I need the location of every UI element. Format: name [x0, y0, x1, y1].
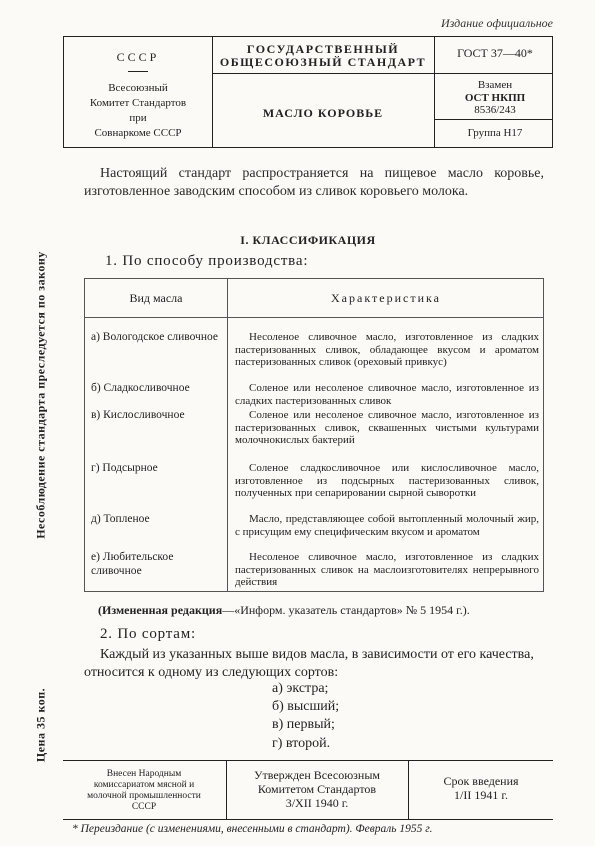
classification-table: [84, 278, 544, 592]
approved-by: [227, 769, 407, 810]
introduced-line: Внесен Народным: [106, 769, 182, 779]
country-label: СССР: [116, 50, 160, 64]
introduced-line: СССР: [131, 801, 157, 812]
committee-name: [64, 81, 212, 140]
approved-line: Комитетом Стандартов: [257, 781, 377, 796]
grade-item: в) первый;: [272, 717, 335, 733]
standard-code: ГОСТ 37—40*: [457, 46, 533, 60]
table-row-desc: Соленое или несоленое сливочное масло, изготовленное из сладких пастеризованных сливок: [235, 382, 539, 407]
table-row-name: б) Сладкосливочное: [91, 382, 190, 394]
replaces-line: Взамен: [477, 79, 513, 91]
approved-line: Утвержден Всесоюзным: [253, 768, 381, 782]
footer-table: [63, 760, 553, 820]
edition-label: Издание официальное: [440, 16, 553, 30]
table-row-desc: Несоленое сливочное масло, изготовленное из сладких пастеризованных сливок на маслоизготовителях непрерывного действия: [235, 551, 539, 589]
table-row-name: а) Вологодское сливочное: [91, 331, 218, 343]
grade-item: б) высший;: [272, 699, 340, 715]
country-underline: [128, 71, 148, 72]
reprint-note: * Переиздание (с изменениями, внесенными в стандарт). Февраль 1955 г.: [72, 823, 433, 835]
section-heading: I. КЛАССИФИКАЦИЯ: [240, 233, 376, 247]
header-divider: [434, 119, 552, 120]
amendment-source: —«Информ. указатель стандартов» № 5 1954 г.).: [222, 603, 470, 617]
replaces-line: ОСТ НКПП: [464, 91, 526, 104]
subsection-heading: 2. По сортам:: [100, 626, 196, 642]
table-divider: [227, 279, 228, 591]
effective-date: [409, 775, 553, 803]
standard-type: [213, 43, 433, 69]
approved-line: 3/XII 1940 г.: [285, 795, 349, 810]
grade-item: г) второй.: [272, 735, 331, 751]
price-label: Цена 35 коп.: [33, 687, 48, 763]
committee-line: при: [129, 111, 147, 124]
grades-paragraph: Каждый из указанных выше видов масла, в зависимости от его качества, относится к одному из следующих сортов:: [84, 647, 534, 680]
table-row-desc: Соленое или несоленое сливочное масло, изготовленное из пастеризованных сливок, сквашенных чистыми культурами молочнокислых бактерий: [235, 409, 539, 447]
effective-line: Срок введения: [443, 774, 519, 788]
grade-item: а) экстра;: [272, 681, 329, 696]
column-header: Вид масла: [129, 291, 183, 305]
column-header: Характеристика: [331, 291, 441, 305]
table-row-name: е) Любительское сливочное: [91, 551, 174, 577]
standard-type-line: ГОСУДАРСТВЕННЫЙ: [246, 42, 400, 56]
header-divider: [434, 37, 435, 147]
document-title: МАСЛО КОРОВЬЕ: [262, 106, 384, 120]
table-row-name: в) Кислосливочное: [91, 409, 185, 421]
effective-line: 1/II 1941 г.: [454, 787, 508, 802]
table-row-desc: Несоленое сливочное масло, изготовленное из сладких пастеризованных сливок, обладающее вкусом и ароматом пастеризованных сливок (ореховый привкус): [235, 331, 539, 369]
header-divider: [434, 73, 552, 74]
header-table: [63, 36, 553, 148]
replaces-line: 8536/243: [474, 104, 516, 117]
table-divider: [85, 317, 543, 318]
amendment-label: (Измененная редакция: [98, 603, 223, 617]
introduced-line: комиссариатом мясной и: [93, 779, 195, 790]
committee-line: Комитет Стандартов: [89, 96, 187, 109]
intro-paragraph: Настоящий стандарт распространяется на пищевое масло коровье, изготовленное заводским способом из сливок коровьего молока.: [84, 166, 544, 200]
committee-line: Совнаркоме СССР: [94, 126, 182, 139]
table-row-desc: Соленое сладкосливочное или кислосливочное масло, изготовленное из подсырных пастеризованных сливок, полученных при сепарировании сырной сыворотки: [235, 462, 539, 500]
table-row-name: г) Подсырное: [91, 462, 158, 474]
table-row-name: д) Топленое: [91, 513, 150, 525]
legal-warning: Несоблюдение стандарта преследуется по закону: [33, 251, 48, 539]
amendment-note: [98, 603, 470, 618]
group-label: Группа Н17: [467, 127, 523, 139]
standard-type-line: ОБЩЕСОЮЗНЫЙ СТАНДАРТ: [219, 55, 427, 70]
header-divider: [212, 73, 434, 74]
replaces-note: [436, 79, 554, 117]
subsection-heading: 1. По способу производства:: [105, 253, 309, 269]
table-row-desc: Масло, представляющее собой вытопленный молочный жир, с присущим ему специфическим вкусом и ароматом: [235, 513, 539, 538]
grades-list: [272, 680, 339, 753]
introduced-line: молочной промышленности: [87, 790, 201, 801]
committee-line: Всесоюзный: [108, 82, 168, 94]
introduced-by: [63, 769, 225, 813]
